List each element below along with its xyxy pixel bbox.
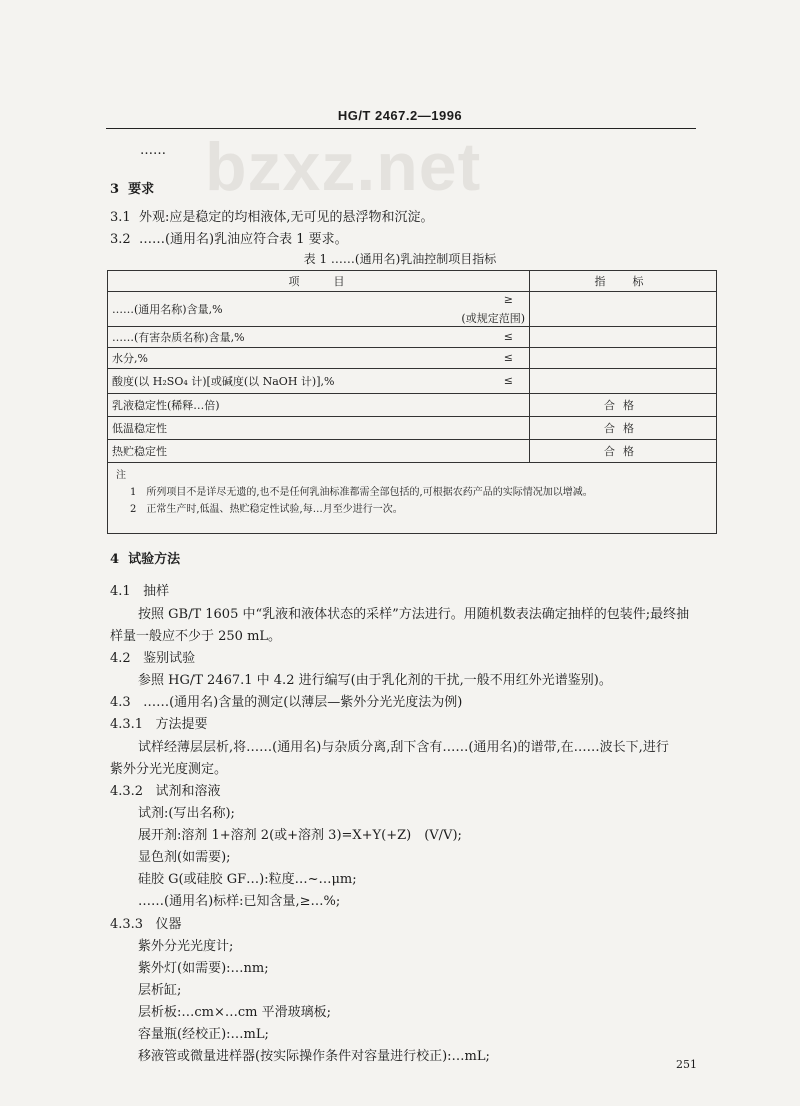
clause-4-3-1-line-1: 试样经薄层层析,将……(通用名)与杂质分离,刮下含有……(通用名)的谱带,在……波长下,进行: [138, 740, 669, 755]
clause-title: 鉴别试验: [143, 651, 196, 666]
clause-4-1-heading: [110, 580, 169, 599]
page-header: HG/T 2467.2—1996: [337, 108, 463, 123]
clause-4-2-heading: [110, 647, 195, 666]
clause-4-2-line-1: 参照 HG/T 2467.1 中 4.2 进行编写(由于乳化剂的干扰,一般不用红外光谱鉴别)。: [138, 673, 612, 688]
section-3-heading: [110, 178, 154, 197]
clause-4-3-1-line-2: 紫外分光光度测定。: [110, 762, 228, 777]
clause-4-1-line-1: 按照 GB/T 1605 中“乳液和液体状态的采样”方法进行。用随机数表法确定抽样的包装件;最终抽: [138, 607, 690, 622]
row-item: 乳液稳定性(稀释…倍): [108, 394, 530, 417]
header-rule: [106, 128, 696, 129]
clause-num: 3.2: [110, 232, 131, 247]
row-value: 合格: [530, 417, 717, 440]
clause-3-1: [110, 206, 433, 225]
watermark: bzxz.net: [205, 129, 482, 205]
note-label: 注: [116, 470, 126, 481]
row-value: [530, 348, 717, 369]
ellipsis: ……: [140, 143, 166, 158]
clause-num: 4.3.1: [110, 717, 144, 732]
clause-text: ……(通用名)乳油应符合表 1 要求。: [138, 232, 348, 247]
row-item: 水分,%: [112, 352, 148, 365]
table-row: [108, 292, 717, 327]
row-value: [530, 292, 717, 327]
clause-4-3-1-heading: [110, 713, 208, 732]
clause-num: 4.1: [110, 584, 131, 599]
row-item: 酸度(以 H₂SO₄ 计)[或碱度(以 NaOH 计)],%: [112, 375, 335, 388]
section-title: 试验方法: [128, 552, 181, 567]
clause-title: ……(通用名)含量的测定(以薄层—紫外分光光度法为例): [143, 695, 463, 710]
row-symbol: ≥: [503, 293, 513, 306]
clause-title: 试剂和溶液: [155, 784, 221, 799]
table-row: [108, 348, 717, 369]
note-1: 1 所列项目不是详尽无遗的,也不是任何乳油标准都需全部包括的,可根据农药产品的实际情况加以增减。: [130, 487, 593, 498]
row-value: [530, 369, 717, 394]
row-symbol: ≤: [503, 374, 513, 387]
row-value: 合格: [530, 440, 717, 463]
clause-num: 4.3: [110, 695, 131, 710]
table-row: [108, 394, 717, 417]
table-caption: 表 1 ……(通用名)乳油控制项目指标: [303, 252, 497, 266]
table-note-row: [108, 463, 717, 534]
instrument-line: 紫外灯(如需要):…nm;: [138, 961, 269, 976]
clause-4-3-2-heading: [110, 780, 221, 799]
instrument-line: 层析缸;: [138, 983, 182, 998]
instrument-line: 紫外分光光度计;: [138, 939, 234, 954]
clause-title: 仪器: [155, 917, 182, 932]
clause-4-3-heading: [110, 691, 462, 710]
reagent-line: 试剂:(写出名称);: [138, 806, 235, 821]
reagent-line: 硅胶 G(或硅胶 GF…):粒度…~…μm;: [138, 872, 357, 887]
row-item: 热贮稳定性: [108, 440, 530, 463]
clause-num: 4.3.3: [110, 917, 144, 932]
clause-4-3-3-heading: [110, 913, 182, 932]
note-2: 2 正常生产时,低温、热贮稳定性试验,每…月至少进行一次。: [130, 504, 403, 515]
table-row: [108, 417, 717, 440]
instrument-line: 容量瓶(经校正):…mL;: [138, 1027, 269, 1042]
section-title: 要求: [128, 182, 155, 197]
section-4-heading: [110, 548, 180, 567]
row-item: ……(通用名称)含量,%: [112, 303, 223, 316]
row-symbol: ≤: [503, 330, 513, 343]
instrument-line: 移液管或微量进样器(按实际操作条件对容量进行校正):…mL;: [138, 1049, 490, 1064]
clause-num: 4.3.2: [110, 784, 144, 799]
reagent-line: 显色剂(如需要);: [138, 850, 231, 865]
row-value: 合格: [530, 394, 717, 417]
section-num: 3: [110, 182, 120, 197]
section-num: 4: [110, 552, 120, 567]
clause-3-2: [110, 228, 348, 247]
clause-title: 抽样: [143, 584, 170, 599]
row-symbol: ≤: [503, 351, 513, 364]
row-value: [530, 327, 717, 348]
page-number: 251: [676, 1058, 697, 1071]
row-item: ……(有害杂质名称)含量,%: [112, 331, 245, 344]
table-row: [108, 440, 717, 463]
table-header-row: [108, 271, 717, 292]
row-item: 低温稳定性: [108, 417, 530, 440]
table-row: [108, 369, 717, 394]
header-index: 指 标: [530, 271, 717, 292]
reagent-line: 展开剂:溶剂 1+溶剂 2(或+溶剂 3)=X+Y(+Z) (V/V);: [138, 828, 462, 843]
row-subnote: (或规定范围): [461, 312, 525, 325]
clause-title: 方法提要: [155, 717, 208, 732]
clause-text: 外观:应是稳定的均相液体,无可见的悬浮物和沉淀。: [138, 210, 434, 225]
control-index-table: [107, 270, 717, 534]
clause-4-1-line-2: 样量一般应不少于 250 mL。: [110, 629, 282, 644]
clause-num: 3.1: [110, 210, 131, 225]
header-item: 项 目: [108, 271, 530, 292]
table-row: [108, 327, 717, 348]
reagent-line: ……(通用名)标样:已知含量,≥…%;: [138, 894, 341, 909]
clause-num: 4.2: [110, 651, 131, 666]
instrument-line: 层析板:…cm×…cm 平滑玻璃板;: [138, 1005, 332, 1020]
